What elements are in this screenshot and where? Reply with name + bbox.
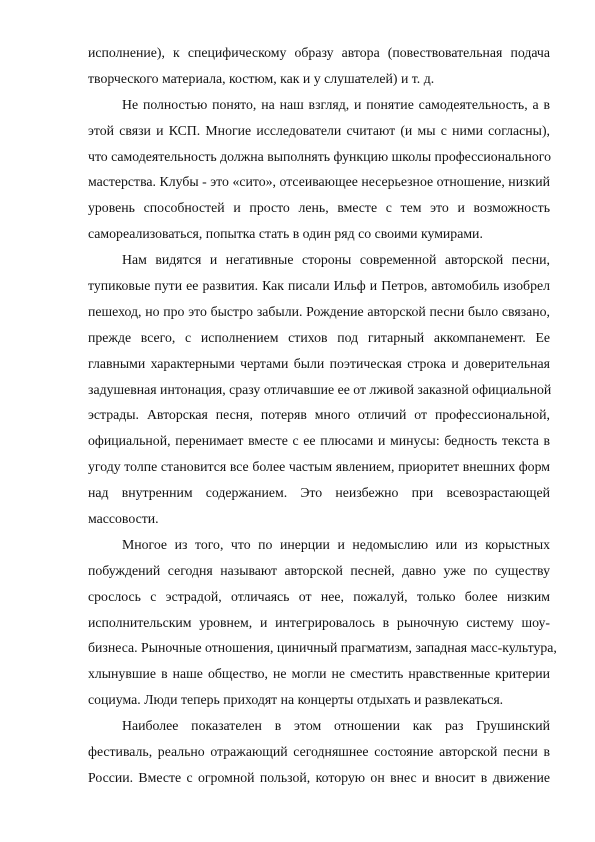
text-line: побуждений сегодня называют авторской песней, давно уже по существу <box>88 562 550 578</box>
text-line: Не полностью понято, на наш взгляд, и понятие самодеятельность, а в <box>122 96 550 112</box>
text-line: эстрады. Авторская песня, потеряв много отличий от профессиональной, <box>88 407 550 423</box>
text-line: Многое из того, что по инерции и недомыслию или из корыстных <box>122 536 550 552</box>
text-line: прежде всего, с исполнением стихов под гитарный аккомпанемент. Ее <box>88 329 550 345</box>
body-text <box>88 40 557 791</box>
text-line: творческого материала, костюм, как и у слушателей) и т. д. <box>88 70 435 86</box>
text-line: исполнительским уровнем, и интегрировалось в рыночную систему шоу- <box>88 614 550 630</box>
text-line: массовости. <box>88 511 159 527</box>
text-line: пешеход, но про это быстро забыли. Рождение авторской песни было связано, <box>88 303 550 319</box>
text-line: бизнеса. Рыночные отношения, циничный прагматизм, западная масс-культура, <box>88 640 557 656</box>
text-line: этой связи и КСП. Многие исследователи считают (и мы с ними согласны), <box>88 122 550 138</box>
text-line: тупиковые пути ее развития. Как писали Ильф и Петров, автомобиль изобрел <box>88 278 550 294</box>
text-line: официальной, перенимает вместе с ее плюсами и минусы: бедность текста в <box>88 433 550 449</box>
text-line: России. Вместе с огромной пользой, которую он внес и вносит в движение <box>88 769 550 785</box>
text-line: исполнение), к специфическому образу автора (повествовательная подача <box>88 45 550 60</box>
text-line: уровень способностей и просто лень, вместе с тем это и возможность <box>88 200 550 216</box>
text-line: Наиболее показателен в этом отношении как раз Грушинский <box>122 718 550 734</box>
text-line: что самодеятельность должна выполнять функцию школы профессионального <box>88 148 551 164</box>
text-line: фестиваль, реально отражающий сегодняшнее состояние авторской песни в <box>88 744 550 760</box>
text-line: угоду толпе становится все более частым явлением, приоритет внешних форм <box>88 459 550 475</box>
text-line: социума. Люди теперь приходят на концерты отдыхать и развлекаться. <box>88 692 504 708</box>
text-line: мастерства. Клубы - это «сито», отсеивающее несерьезное отношение, низкий <box>88 174 550 190</box>
text-line: самореализоваться, попытка стать в один ряд со своими кумирами. <box>88 226 483 242</box>
text-line: Нам видятся и негативные стороны современной авторской песни, <box>122 252 550 268</box>
text-line: над внутренним содержанием. Это неизбежно при всевозрастающей <box>88 485 550 501</box>
text-line: срослось с эстрадой, отличаясь от нее, пожалуй, только более низким <box>88 588 550 604</box>
text-line: главными характерными чертами были поэтическая строка и доверительная <box>88 355 550 371</box>
text-line: задушевная интонация, сразу отличавшие ее от лживой заказной официальной <box>88 381 552 397</box>
text-line: хлынувшие в наше общество, не могли не сместить нравственные критерии <box>88 666 550 682</box>
